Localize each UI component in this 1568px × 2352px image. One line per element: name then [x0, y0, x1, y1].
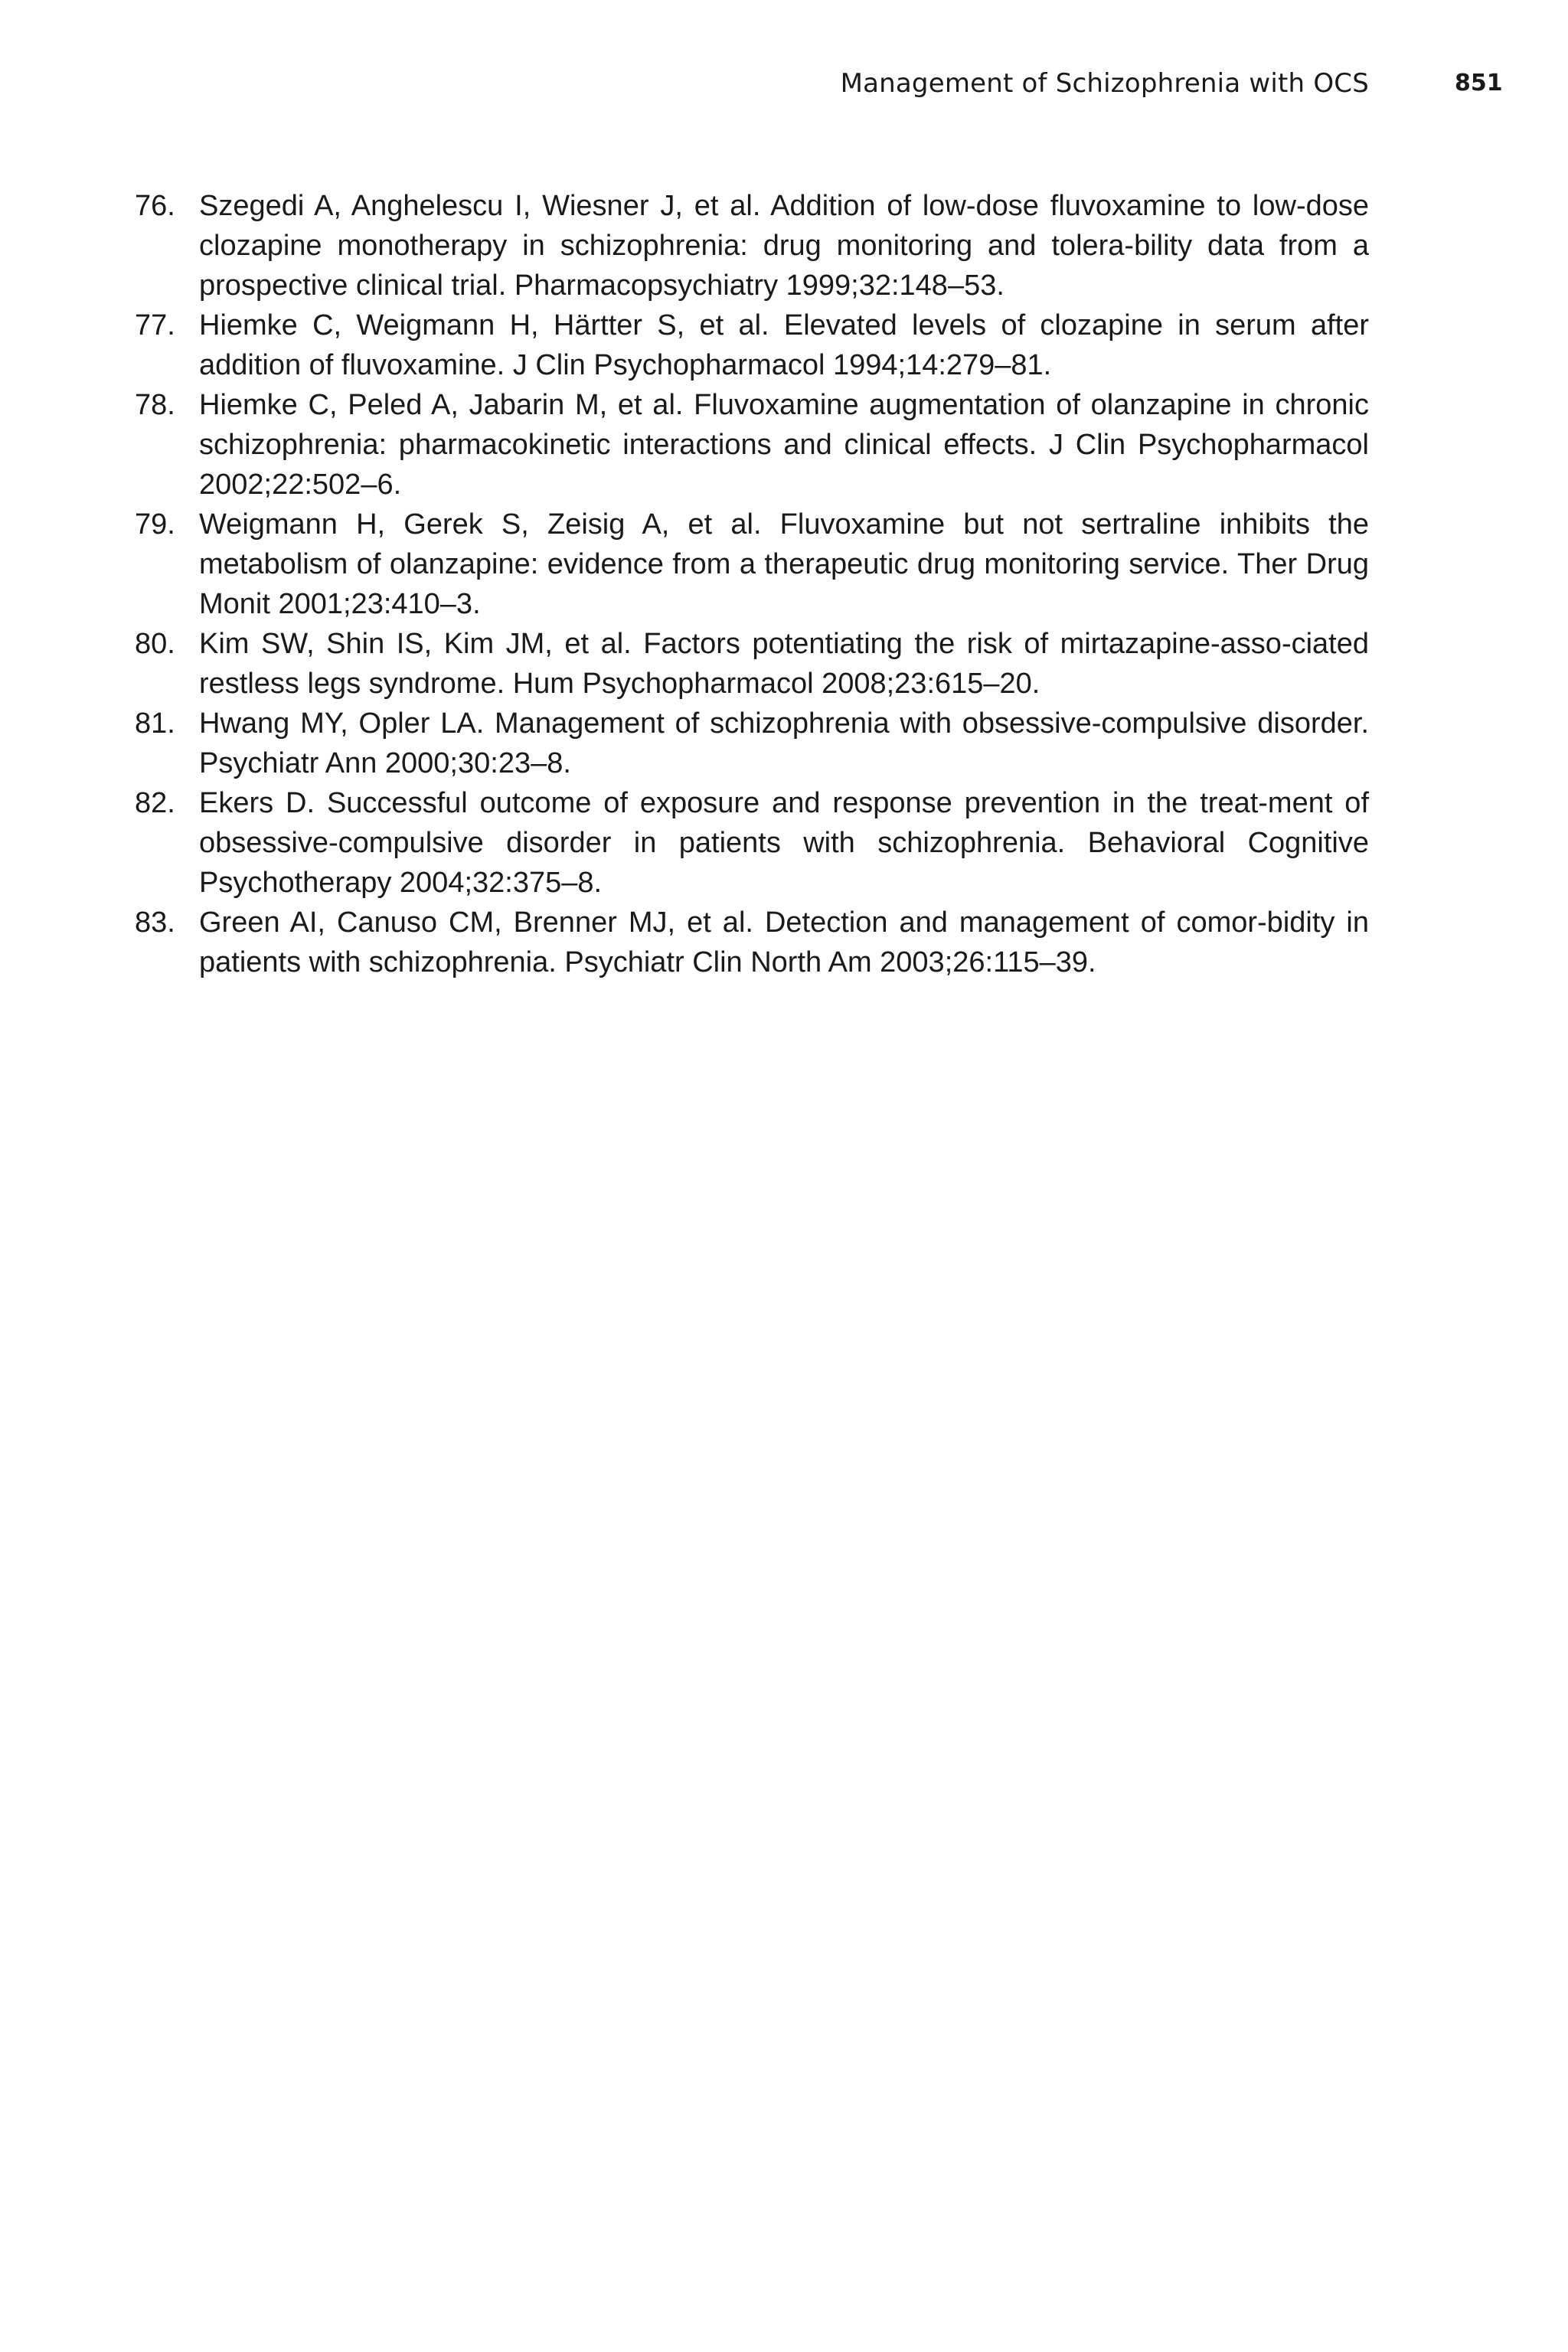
- reference-item: [135, 305, 1369, 385]
- reference-text: Hiemke C, Peled A, Jabarin M, et al. Fluvoxamine augmentation of olanzapine in chronic schizophrenia: pharmacokinetic interactions and clinical effects. J Clin Psychopharmacol 2002;22:502–6.: [199, 389, 1369, 501]
- reference-number: 83.: [135, 906, 175, 939]
- reference-text: Hiemke C, Weigmann H, Härtter S, et al. Elevated levels of clozapine in serum after addition of fluvoxamine. J Clin Psychopharmacol 1994;14:279–81.: [199, 309, 1369, 381]
- reference-number: 81.: [135, 707, 175, 740]
- reference-number: 78.: [135, 389, 175, 421]
- reference-text: Kim SW, Shin IS, Kim JM, et al. Factors potentiating the risk of mirtazapine-asso-ciated restless legs syndrome. Hum Psychopharmacol 2008;23:615–20.: [199, 628, 1369, 700]
- reference-list: [135, 186, 1369, 982]
- reference-text: Weigmann H, Gerek S, Zeisig A, et al. Fluvoxamine but not sertraline inhibits the metabolism of olanzapine: evidence from a therapeutic drug monitoring service. Ther Drug Monit 2001;23:410–3.: [199, 508, 1369, 620]
- reference-number: 77.: [135, 309, 175, 341]
- reference-item: [135, 783, 1369, 903]
- reference-item: [135, 704, 1369, 783]
- reference-item: [135, 186, 1369, 305]
- page-number: 851: [1455, 70, 1503, 96]
- reference-number: 80.: [135, 628, 175, 660]
- reference-text: Szegedi A, Anghelescu I, Wiesner J, et al. Addition of low-dose fluvoxamine to low-dose clozapine monotherapy in schizophrenia: drug monitoring and tolera-bility data from a prospective clinical trial. Pharmacopsychiatry 1999;32:148–53.: [199, 190, 1369, 302]
- reference-item: [135, 624, 1369, 704]
- reference-item: [135, 505, 1369, 624]
- reference-text: Hwang MY, Opler LA. Management of schizophrenia with obsessive-compulsive disorder. Psychiatr Ann 2000;30:23–8.: [199, 707, 1369, 779]
- reference-number: 76.: [135, 190, 175, 222]
- reference-item: [135, 903, 1369, 982]
- reference-text: Ekers D. Successful outcome of exposure and response prevention in the treat-ment of obsessive-compulsive disorder in patients with schizophrenia. Behavioral Cognitive Psychotherapy 2004;32:375–8.: [199, 787, 1369, 899]
- reference-number: 82.: [135, 787, 175, 819]
- running-head: [0, 64, 1568, 103]
- running-title: Management of Schizophrenia with OCS: [840, 68, 1369, 99]
- reference-number: 79.: [135, 508, 175, 541]
- reference-item: [135, 385, 1369, 505]
- reference-text: Green AI, Canuso CM, Brenner MJ, et al. Detection and management of comor-bidity in patients with schizophrenia. Psychiatr Clin North Am 2003;26:115–39.: [199, 906, 1369, 978]
